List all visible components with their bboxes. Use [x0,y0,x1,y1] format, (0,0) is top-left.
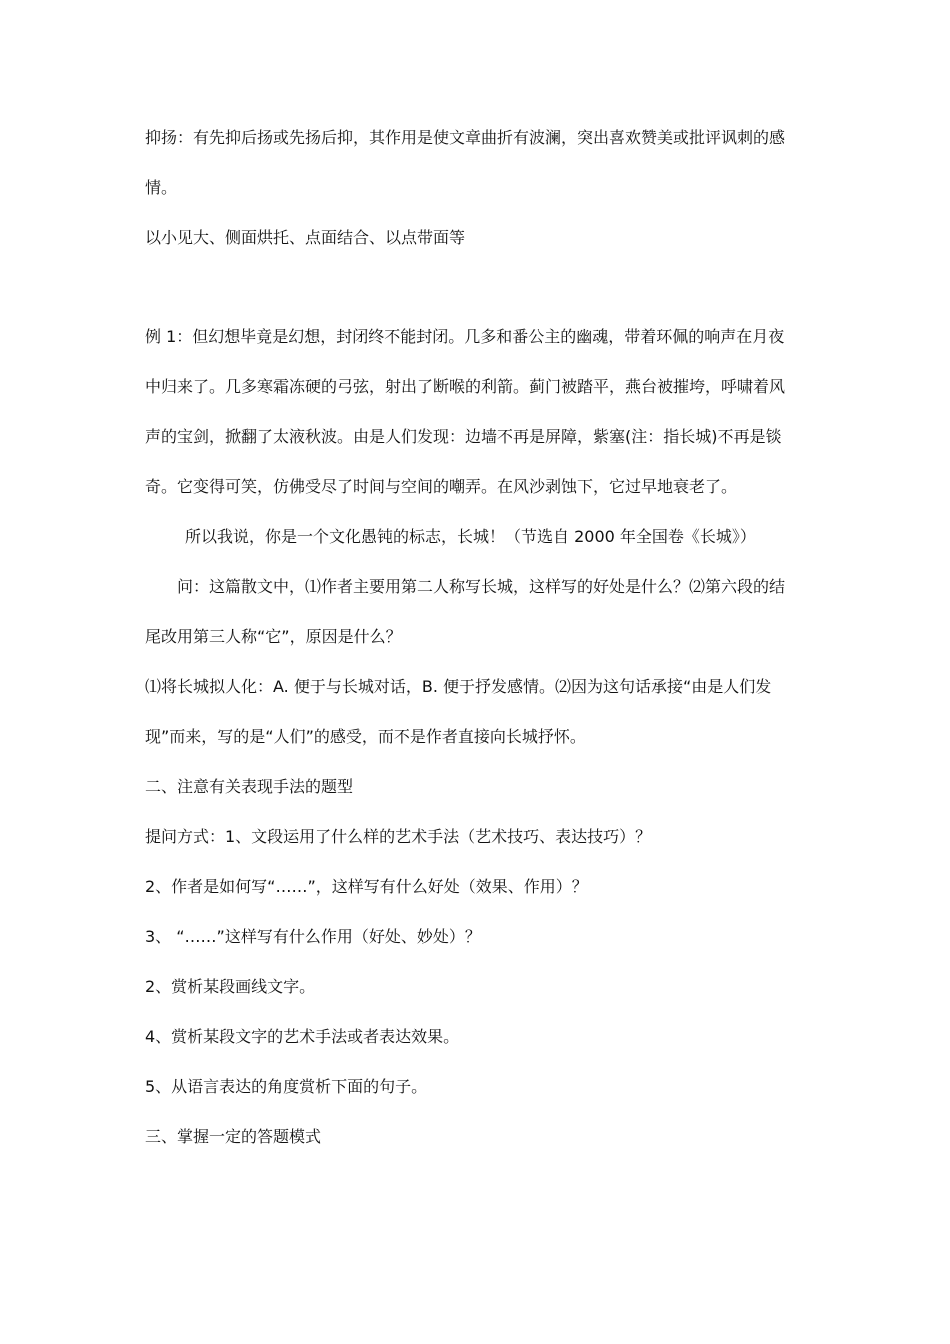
paragraph-line: 情。 [145,178,178,197]
list-item: 2、作者是如何写“……”，这样写有什么好处（效果、作用）？ [145,877,588,896]
list-item: 提问方式：1、文段运用了什么样的艺术手法（艺术技巧、表达技巧）？ [145,827,652,846]
question-line: 问：这篇散文中，⑴作者主要用第二人称写长城，这样写的好处是什么？⑵第六段的结 [177,577,786,596]
answer-line: 现”而来，写的是“人们”的感受，而不是作者直接向长城抒怀。 [145,727,586,746]
list-item: 5、从语言表达的角度赏析下面的句子。 [145,1077,428,1096]
paragraph-line: 奇。它变得可笑，仿佛受尽了时间与空间的嘲弄。在风沙剥蚀下，它过早地衰老了。 [145,477,738,496]
paragraph-line: 抑扬：有先抑后扬或先扬后抑，其作用是使文章曲折有波澜，突出喜欢赞美或批评讽刺的感 [145,128,786,147]
paragraph-line: 以小见大、侧面烘托、点面结合、以点带面等 [145,228,466,247]
paragraph-line: 所以我说，你是一个文化愚钝的标志，长城！（节选自 2000 年全国卷《长城》） [185,527,756,546]
list-item: 4、赏析某段文字的艺术手法或者表达效果。 [145,1027,460,1046]
paragraph-line: 中归来了。几多寒霜冻硬的弓弦，射出了断喉的利箭。蓟门被踏平，燕台被摧垮，呼啸着风 [145,377,786,396]
list-item: 2、赏析某段画线文字。 [145,977,316,996]
section-heading: 二、注意有关表现手法的题型 [145,777,354,796]
paragraph-line: 声的宝剑，掀翻了太液秋波。由是人们发现：边墙不再是屏障，紫塞(注：指长城)不再是锬 [145,427,782,446]
section-heading: 三、掌握一定的答题模式 [145,1127,322,1146]
question-line: 尾改用第三人称“它”，原因是什么？ [145,627,402,646]
list-item: 3、 “……”这样写有什么作用（好处、妙处）？ [145,927,481,946]
paragraph-line: 例 1：但幻想毕竟是幻想，封闭终不能封闭。几多和番公主的幽魂，带着环佩的响声在月夜 [145,327,785,346]
answer-line: ⑴将长城拟人化：A. 便于与长城对话，B. 便于抒发感情。⑵因为这句话承接“由是人们发 [145,677,772,696]
